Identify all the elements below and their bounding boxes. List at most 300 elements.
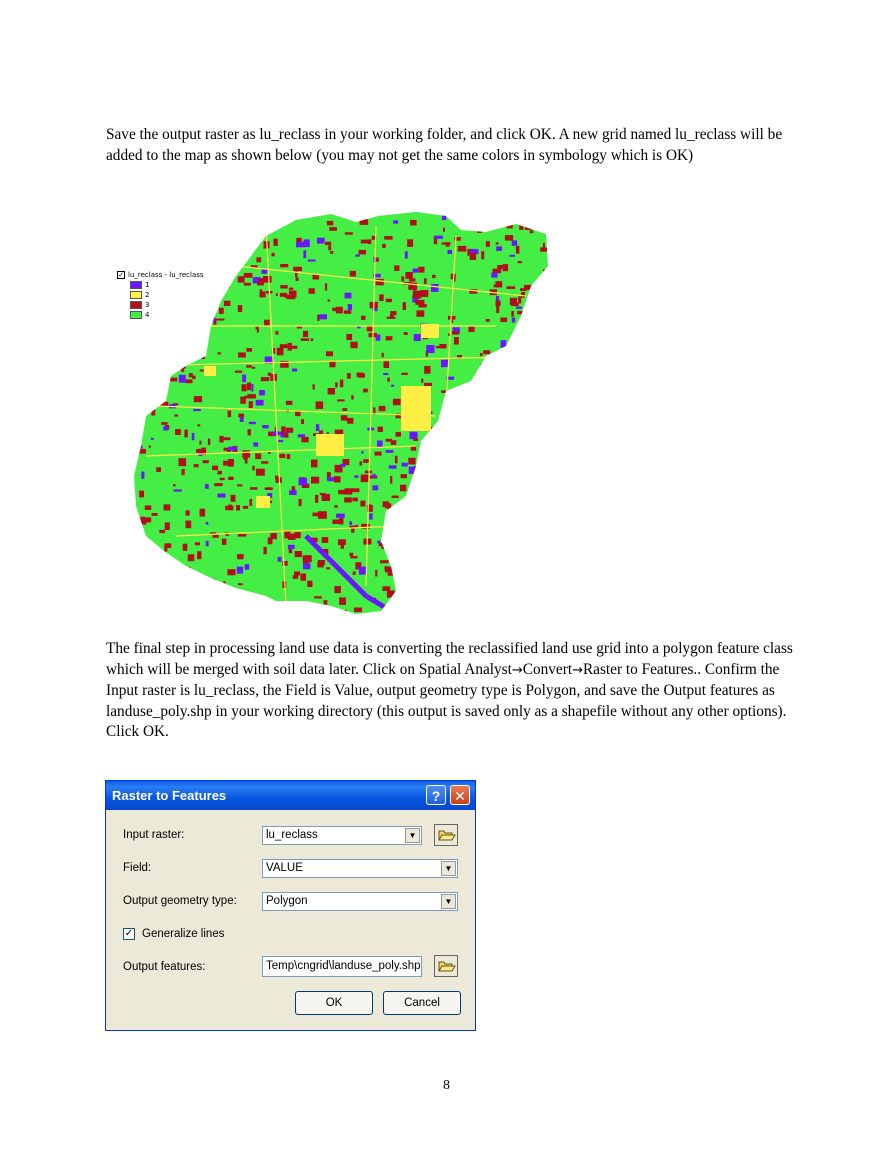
land-use-patch xyxy=(340,464,345,467)
land-use-patch xyxy=(508,367,516,372)
land-use-patch xyxy=(373,474,376,478)
dialog-titlebar[interactable] xyxy=(106,781,475,810)
legend-checkbox[interactable]: ✓ xyxy=(118,271,124,279)
land-use-patch xyxy=(346,334,352,340)
land-use-patch xyxy=(454,599,457,602)
land-use-patch xyxy=(193,409,201,411)
land-use-patch xyxy=(402,463,408,467)
legend-item: 2 xyxy=(117,290,204,300)
land-use-patch xyxy=(476,385,480,387)
land-use-patch xyxy=(167,381,170,383)
land-use-patch xyxy=(540,536,547,541)
generalize-lines-label[interactable]: Generalize lines xyxy=(142,928,225,940)
land-use-patch xyxy=(407,239,413,247)
land-use-patch xyxy=(455,220,458,223)
land-use-patch xyxy=(486,489,493,492)
land-use-patch xyxy=(128,231,135,237)
land-use-patch xyxy=(408,458,415,465)
dialog-title: Raster to Features xyxy=(112,788,227,803)
land-use-patch xyxy=(286,401,293,405)
land-use-patch xyxy=(328,388,335,395)
land-use-patch xyxy=(257,281,264,286)
land-use-patch xyxy=(131,433,140,435)
land-use-patch xyxy=(496,475,505,479)
land-use-patch xyxy=(242,210,248,217)
land-use-patch xyxy=(385,521,392,524)
land-use-patch xyxy=(533,488,538,494)
land-use-patch xyxy=(480,539,488,543)
geometry-type-select[interactable]: Polygon ▼ xyxy=(262,892,458,911)
land-use-patch xyxy=(137,548,146,554)
land-use-patch xyxy=(496,246,502,251)
land-use-patch xyxy=(426,444,433,449)
land-use-patch xyxy=(492,269,501,274)
land-use-patch xyxy=(491,592,500,598)
land-use-patch xyxy=(286,428,293,433)
close-button[interactable]: ✕ xyxy=(450,785,470,805)
land-use-patch xyxy=(495,518,499,525)
help-button[interactable]: ? xyxy=(426,785,446,805)
land-use-patch xyxy=(140,258,142,262)
land-use-patch xyxy=(316,401,324,409)
land-use-patch xyxy=(460,211,467,213)
land-use-patch xyxy=(208,439,210,446)
land-use-patch xyxy=(211,579,215,583)
land-use-patch xyxy=(470,253,477,260)
land-use-patch xyxy=(425,609,433,612)
land-use-patch xyxy=(176,254,181,256)
land-use-patch xyxy=(393,220,398,223)
land-use-patch xyxy=(280,293,287,297)
land-use-patch xyxy=(192,376,195,379)
land-use-patch xyxy=(264,547,267,554)
land-use-patch xyxy=(442,215,446,221)
land-use-patch xyxy=(379,294,384,301)
land-use-patch xyxy=(483,365,491,369)
land-use-patch xyxy=(477,228,482,233)
land-use-patch xyxy=(480,353,483,356)
land-use-patch xyxy=(481,251,484,259)
land-use-patch xyxy=(486,430,495,438)
land-use-patch xyxy=(328,245,331,250)
folder-open-icon xyxy=(435,825,457,845)
legend-title: lu_reclass - lu_reclass xyxy=(128,271,204,279)
land-use-patch xyxy=(282,606,290,608)
land-use-patch xyxy=(491,273,497,278)
land-use-patch xyxy=(151,438,154,440)
land-use-patch xyxy=(447,505,453,511)
field-select[interactable]: VALUE ▼ xyxy=(262,859,458,878)
land-use-patch xyxy=(517,311,525,314)
land-use-patch xyxy=(501,471,506,475)
land-use-patch xyxy=(535,394,541,400)
land-use-patch xyxy=(360,501,365,507)
land-use-patch xyxy=(118,511,125,519)
land-use-patch xyxy=(500,318,507,323)
land-use-patch xyxy=(488,445,493,448)
folder-open-icon xyxy=(435,956,457,976)
land-use-patch xyxy=(473,430,482,438)
land-use-patch xyxy=(325,242,331,245)
land-use-patch xyxy=(139,446,143,449)
urban-area xyxy=(401,386,431,431)
land-use-patch xyxy=(301,419,304,424)
land-use-patch xyxy=(281,426,285,434)
land-use-patch xyxy=(509,438,517,443)
land-use-patch xyxy=(505,212,507,219)
land-use-patch xyxy=(427,500,431,508)
land-use-patch xyxy=(441,360,448,368)
land-use-patch xyxy=(127,520,133,526)
land-use-patch xyxy=(344,310,352,313)
land-use-patch xyxy=(413,466,416,474)
land-use-patch xyxy=(157,573,161,580)
chevron-down-icon[interactable]: ▼ xyxy=(441,861,456,876)
land-use-patch xyxy=(161,422,167,425)
land-use-patch xyxy=(528,368,531,370)
land-use-patch xyxy=(350,342,357,349)
land-use-patch xyxy=(129,240,132,242)
land-use-patch xyxy=(256,257,261,262)
land-use-patch xyxy=(379,406,386,411)
land-use-patch xyxy=(344,497,352,502)
land-use-patch xyxy=(369,513,372,519)
land-use-patch xyxy=(300,574,306,581)
land-use-patch xyxy=(149,446,151,448)
land-use-patch xyxy=(133,383,139,385)
land-use-patch xyxy=(421,379,423,383)
land-use-patch xyxy=(400,592,403,596)
output-features-input[interactable]: Temp\cngrid\landuse_poly.shp xyxy=(262,956,422,977)
land-use-patch xyxy=(129,452,133,456)
land-use-patch xyxy=(172,241,179,247)
arrow-icon: → xyxy=(511,662,523,678)
chevron-down-icon[interactable]: ▼ xyxy=(405,828,420,843)
land-use-patch xyxy=(129,400,135,403)
land-use-patch xyxy=(246,365,252,368)
land-use-patch xyxy=(496,306,499,313)
land-use-patch xyxy=(382,541,389,549)
land-use-patch xyxy=(337,399,344,401)
input-raster-browse-button[interactable] xyxy=(434,824,458,846)
land-use-patch xyxy=(495,281,502,287)
land-use-patch xyxy=(401,276,404,281)
land-use-patch xyxy=(166,257,169,263)
land-use-patch xyxy=(348,304,352,310)
chevron-down-icon[interactable]: ▼ xyxy=(441,894,456,909)
land-use-patch xyxy=(551,387,556,395)
land-use-patch xyxy=(273,239,277,246)
land-use-patch xyxy=(139,491,144,498)
land-use-patch xyxy=(307,581,312,587)
land-use-patch xyxy=(246,242,249,248)
land-use-patch xyxy=(147,335,152,340)
land-use-patch xyxy=(535,319,537,326)
land-use-patch xyxy=(556,424,557,430)
land-use-patch xyxy=(203,460,209,463)
land-use-patch xyxy=(521,206,528,213)
land-use-patch xyxy=(318,560,325,565)
land-use-patch xyxy=(493,576,500,581)
land-use-patch xyxy=(495,615,504,618)
land-use-patch xyxy=(342,408,347,411)
land-use-patch xyxy=(159,397,166,402)
land-use-patch xyxy=(490,453,499,456)
land-use-patch xyxy=(174,489,182,491)
land-use-patch xyxy=(260,291,266,297)
land-use-patch xyxy=(133,333,139,338)
land-use-patch xyxy=(186,510,190,515)
urban-area xyxy=(256,496,270,508)
land-use-patch xyxy=(257,326,259,333)
land-use-patch xyxy=(378,427,383,432)
land-use-patch xyxy=(210,237,215,240)
land-use-patch xyxy=(368,239,372,244)
ok-button[interactable]: OK xyxy=(295,991,373,1015)
land-use-patch xyxy=(196,449,203,453)
land-use-patch xyxy=(431,538,435,546)
land-use-patch xyxy=(253,442,258,446)
land-use-patch xyxy=(358,373,365,378)
land-use-patch xyxy=(233,244,241,250)
land-use-patch xyxy=(177,222,185,225)
land-use-patch xyxy=(341,415,348,420)
land-use-patch xyxy=(152,513,158,516)
land-use-patch xyxy=(524,615,530,617)
land-use-patch xyxy=(441,557,446,561)
land-use-patch xyxy=(128,617,135,618)
land-use-patch xyxy=(515,466,523,472)
land-use-patch xyxy=(237,567,243,574)
land-use-patch xyxy=(326,351,333,356)
land-use-patch xyxy=(419,480,425,485)
land-use-patch xyxy=(176,608,180,613)
land-use-patch xyxy=(242,603,246,611)
land-use-patch xyxy=(131,480,134,485)
land-use-patch xyxy=(398,533,406,536)
land-use-patch xyxy=(380,560,389,563)
land-use-patch xyxy=(433,526,441,529)
land-use-patch xyxy=(511,311,514,317)
land-use-patch xyxy=(252,466,255,471)
land-use-patch xyxy=(213,280,216,285)
land-use-patch xyxy=(183,616,190,618)
land-use-patch xyxy=(517,523,520,526)
land-use-patch xyxy=(386,336,393,340)
land-use-patch xyxy=(329,227,337,231)
land-use-patch xyxy=(174,565,182,572)
land-use-patch xyxy=(414,334,421,341)
land-use-patch xyxy=(431,284,439,292)
land-use-patch xyxy=(437,568,439,572)
land-use-patch xyxy=(263,276,272,283)
land-use-patch xyxy=(224,301,231,306)
land-use-patch xyxy=(361,451,363,454)
land-use-patch xyxy=(443,228,445,232)
land-use-patch xyxy=(341,610,347,612)
land-use-patch xyxy=(473,442,479,445)
page-number: 8 xyxy=(443,1078,450,1093)
land-use-patch xyxy=(382,244,386,248)
land-use-patch xyxy=(279,454,285,458)
input-raster-select[interactable]: lu_reclass ▼ xyxy=(262,826,422,845)
land-use-patch xyxy=(424,278,427,284)
land-use-patch xyxy=(218,226,222,232)
land-use-patch xyxy=(145,505,152,510)
land-use-patch xyxy=(418,267,424,273)
land-use-patch xyxy=(311,338,314,341)
land-use-patch xyxy=(326,567,330,569)
land-use-patch xyxy=(280,344,288,348)
land-use-patch xyxy=(184,575,187,580)
legend-item: 4 xyxy=(117,310,204,320)
land-use-patch xyxy=(383,501,389,507)
land-use-patch xyxy=(332,308,339,312)
land-use-patch xyxy=(238,276,245,282)
land-use-patch xyxy=(448,513,451,518)
land-use-patch xyxy=(337,210,345,213)
land-use-patch xyxy=(397,589,399,591)
land-use-patch xyxy=(447,448,454,452)
land-use-patch xyxy=(363,389,368,393)
land-use-patch xyxy=(434,527,442,530)
land-use-patch xyxy=(375,452,382,456)
land-use-patch xyxy=(118,209,123,212)
land-use-patch xyxy=(493,541,497,546)
land-use-patch xyxy=(494,488,498,492)
land-use-patch xyxy=(360,219,369,225)
land-use-patch xyxy=(530,466,533,470)
land-use-patch xyxy=(549,402,553,407)
land-use-patch xyxy=(390,476,392,484)
land-use-patch xyxy=(512,240,517,245)
land-use-patch xyxy=(458,216,460,221)
land-use-patch xyxy=(238,305,242,312)
land-use-patch xyxy=(377,441,383,448)
land-use-patch xyxy=(238,352,246,357)
land-use-patch xyxy=(428,494,430,500)
land-use-patch xyxy=(533,599,535,602)
land-use-patch xyxy=(510,526,515,530)
land-use-patch xyxy=(262,425,268,428)
land-use-patch xyxy=(530,533,536,539)
land-use-patch xyxy=(156,467,161,472)
legend-item: 3 xyxy=(117,300,204,310)
land-use-patch xyxy=(474,434,482,439)
land-use-patch xyxy=(404,332,408,335)
land-use-patch xyxy=(361,240,369,244)
land-use-patch xyxy=(490,365,497,372)
land-use-patch xyxy=(489,413,492,417)
land-use-patch xyxy=(308,260,316,262)
input-raster-label: Input raster: xyxy=(123,829,185,841)
land-use-patch xyxy=(540,247,548,251)
land-use-patch xyxy=(421,290,429,297)
land-use-patch xyxy=(235,371,242,373)
cancel-button[interactable]: Cancel xyxy=(383,991,461,1015)
land-use-patch xyxy=(379,543,383,546)
land-use-patch xyxy=(350,553,354,557)
generalize-lines-checkbox[interactable]: ✓ xyxy=(124,928,134,939)
land-use-patch xyxy=(472,613,478,618)
land-use-patch xyxy=(484,493,492,495)
land-use-patch xyxy=(139,449,146,454)
land-use-patch xyxy=(126,444,134,450)
land-use-patch xyxy=(164,244,167,247)
land-use-patch xyxy=(507,507,509,512)
land-use-patch xyxy=(197,551,201,559)
land-use-patch xyxy=(543,399,552,405)
land-use-patch xyxy=(133,390,140,396)
land-use-patch xyxy=(142,244,146,250)
land-use-patch xyxy=(144,583,151,591)
output-features-browse-button[interactable] xyxy=(434,955,458,977)
land-use-patch xyxy=(292,369,297,372)
land-use-patch xyxy=(139,207,147,214)
land-use-patch xyxy=(219,436,223,443)
land-use-patch xyxy=(328,299,330,301)
land-use-patch xyxy=(544,288,549,293)
land-use-patch xyxy=(184,430,187,438)
land-use-patch xyxy=(250,487,257,490)
land-use-patch xyxy=(238,534,247,537)
land-use-patch xyxy=(387,317,396,319)
land-use-patch xyxy=(228,447,237,451)
land-use-patch xyxy=(408,528,413,534)
land-use-patch xyxy=(345,232,353,234)
land-use-patch xyxy=(116,585,120,588)
land-use-patch xyxy=(489,404,495,409)
instruction-paragraph: The final step in processing land use data is converting the reclassified land use grid into a polygon feature class which will be merged with soil data later. Click on Spatial Analyst→Convert→Raster to Features.. Confirm the Input raster is lu_reclass, the Field is Value, output geometry type is Polygon, and save the Output features as landuse_poly.shp in your working directory (this output is saved only as a shapefile without any other options). Click OK. xyxy=(106,640,793,740)
land-use-patch xyxy=(386,299,392,303)
land-use-patch xyxy=(511,303,519,307)
land-use-patch xyxy=(361,475,369,483)
land-use-patch xyxy=(287,295,296,299)
land-use-patch xyxy=(231,495,236,502)
land-use-patch xyxy=(410,610,413,612)
arrow-icon: → xyxy=(572,662,583,678)
land-use-patch xyxy=(403,563,411,569)
land-use-patch xyxy=(226,613,235,618)
land-use-patch xyxy=(538,553,545,559)
land-use-patch xyxy=(197,250,205,253)
land-use-patch xyxy=(382,353,384,358)
map-raster xyxy=(116,206,556,618)
legend-swatch xyxy=(130,311,142,319)
land-use-patch xyxy=(261,461,268,464)
land-use-patch xyxy=(465,610,468,614)
land-use-patch xyxy=(548,591,556,596)
land-use-patch xyxy=(220,478,225,481)
land-use-patch xyxy=(192,433,195,440)
land-use-patch xyxy=(523,585,527,589)
land-use-patch xyxy=(442,242,451,244)
land-use-patch xyxy=(296,277,299,281)
land-use-patch xyxy=(530,564,539,568)
land-use-patch xyxy=(238,583,243,585)
land-use-patch xyxy=(300,603,308,611)
land-use-patch xyxy=(158,222,161,228)
land-use-patch xyxy=(252,367,255,369)
land-use-patch xyxy=(411,535,418,543)
land-use-patch xyxy=(262,269,268,274)
land-use-patch xyxy=(179,234,182,240)
land-use-patch xyxy=(124,509,126,517)
land-use-patch xyxy=(157,551,162,559)
land-use-patch xyxy=(532,601,539,609)
land-use-patch xyxy=(130,410,135,414)
land-use-patch xyxy=(129,266,135,269)
